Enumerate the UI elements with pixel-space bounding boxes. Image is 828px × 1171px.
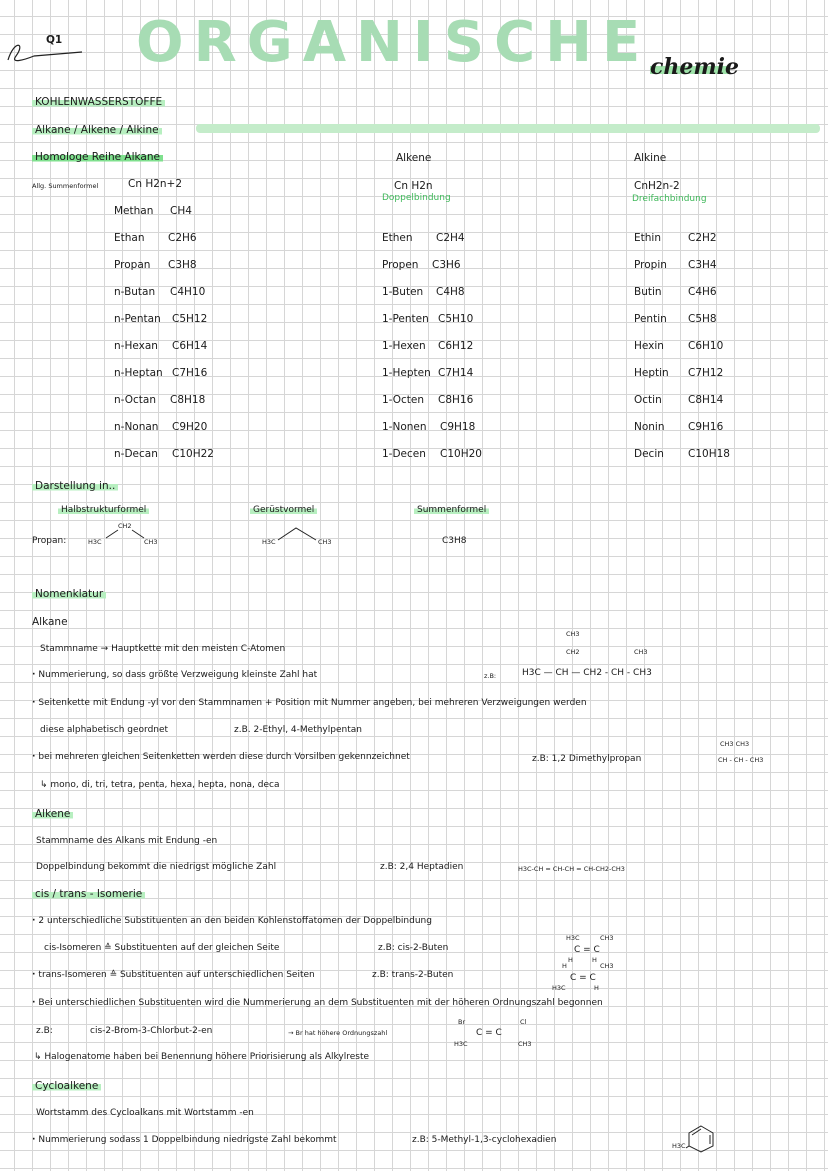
label-propan: Propan: — [32, 536, 67, 546]
alkene-name-4: 1-Hexen — [382, 340, 426, 352]
text-wortstamm: Wortstamm des Cycloalkans mit Wortstamm -en — [36, 1108, 254, 1118]
alkene-formula-3: C5H10 — [438, 313, 474, 325]
cyclohexadiene-icon — [686, 1124, 716, 1154]
subheading-alkene: Alkene — [32, 808, 73, 820]
alkine-name-1: Propin — [634, 259, 667, 271]
text-doppelbindung-zahl: Doppelbindung bekommt die niedrigst mögliche Zahl — [36, 862, 277, 872]
struct1-top1: CH3 — [566, 630, 580, 638]
alkane-formula-7: C8H18 — [170, 394, 206, 406]
alkine-name-6: Octin — [634, 394, 662, 406]
trans-h-right: H — [594, 984, 599, 992]
alkane-name-0: Methan — [114, 205, 154, 217]
alkine-name-0: Ethin — [634, 232, 661, 244]
text-praefixe: ↳ mono, di, tri, tetra, penta, hexa, hepta, nona, deca — [40, 780, 280, 790]
heading-darstellung: Darstellung in.. — [32, 480, 118, 492]
alkane-formula-3: C4H10 — [170, 286, 206, 298]
zb-trans-buten: z.B: trans-2-Buten — [372, 970, 454, 980]
alkine-name-7: Nonin — [634, 421, 665, 433]
subheading-cycloalkene: Cycloalkene — [32, 1080, 101, 1092]
halb-ch3: CH3 — [144, 538, 158, 546]
label-dreifachbindung: Dreifachbindung — [632, 194, 707, 204]
scribble-icon — [4, 30, 84, 70]
alkene-name-3: 1-Penten — [382, 313, 429, 325]
alkane-name-3: n-Butan — [114, 286, 156, 298]
zb-alphabetisch: z.B. 2-Ethyl, 4-Methylpentan — [234, 725, 362, 735]
alkine-formula-6: C8H14 — [688, 394, 724, 406]
alkine-formula-2: C4H6 — [688, 286, 717, 298]
heading-homologe-reihe: Homologe Reihe Alkane — [32, 151, 163, 163]
brom-cl: Cl — [520, 1018, 527, 1026]
alkane-formula-4: C5H12 — [172, 313, 208, 325]
label-halbstrukturformel: Halbstrukturformel — [58, 505, 149, 515]
alkene-name-6: 1-Octen — [382, 394, 425, 406]
alkene-name-1: Propen — [382, 259, 419, 271]
text-trans-isomeren: · trans-Isomeren ≙ Substituenten auf unterschiedlichen Seiten — [32, 970, 315, 980]
alkine-name-2: Butin — [634, 286, 662, 298]
alkine-formula-8: C10H18 — [688, 448, 730, 460]
alkane-name-2: Propan — [114, 259, 151, 271]
text-stammname-alkene: Stammname des Alkans mit Endung -en — [36, 836, 218, 846]
alkene-formula-1: C3H6 — [432, 259, 461, 271]
heading-kohlenwasserstoffe: KOHLENWASSERSTOFFE — [32, 96, 165, 108]
trans-h3c-left: H3C — [552, 984, 566, 992]
text-cyclo-nummerierung: · Nummerierung sodass 1 Doppelbindung niedrigste Zahl bekommt — [32, 1135, 337, 1145]
subheading-cis-trans: cis / trans - Isomerie — [32, 888, 145, 900]
alkene-formula-4: C6H12 — [438, 340, 474, 352]
struct1-top2: CH2 — [566, 648, 580, 656]
trans-h-left: H — [562, 962, 567, 970]
alkane-name-7: n-Octan — [114, 394, 156, 406]
alkane-formula-9: C10H22 — [172, 448, 214, 460]
text-brom-chlorbut: cis-2-Brom-3-Chlorbut-2-en — [90, 1026, 213, 1036]
text-halogenatome: ↳ Halogenatome haben bei Benennung höhere Priorisierung als Alkylreste — [34, 1052, 370, 1062]
alkine-name-4: Hexin — [634, 340, 664, 352]
alkane-name-5: n-Hexan — [114, 340, 158, 352]
label-summenformel: Summenformel — [414, 505, 489, 515]
text-substituenten: · 2 unterschiedliche Substituenten an den beiden Kohlenstoffatomen der Doppelbindung — [32, 916, 432, 926]
cyclo-h3c: H3C — [672, 1142, 686, 1150]
alkine-formula-0: C2H2 — [688, 232, 717, 244]
alkane-name-9: n-Decan — [114, 448, 158, 460]
label-geruestformel: Gerüstvormel — [250, 505, 317, 515]
alkane-name-8: n-Nonan — [114, 421, 159, 433]
formula-alkene: Cn H2n — [394, 180, 433, 192]
page-label: Q1 — [46, 34, 63, 46]
zb-vorsilben: z.B: 1,2 Dimethylpropan — [532, 754, 642, 764]
heading-alkine-column: Alkine — [634, 152, 667, 164]
alkine-formula-5: C7H12 — [688, 367, 724, 379]
text-ordnungszahl: · Bei unterschiedlichen Substituenten wird die Nummerierung an dem Substituenten mit der höheren Ordnungszahl begonnen — [32, 998, 603, 1008]
alkine-formula-4: C6H10 — [688, 340, 724, 352]
text-nummerierung: · Nummerierung, so dass größte Verzweigung kleinste Zahl hat — [32, 670, 317, 680]
alkane-formula-6: C7H16 — [172, 367, 208, 379]
text-vorsilben: · bei mehreren gleichen Seitenketten werden diese durch Vorsilben gekennzeichnet — [32, 752, 410, 762]
cis-h-left: H — [568, 956, 573, 964]
alkane-formula-0: CH4 — [170, 205, 192, 217]
alkene-formula-0: C2H4 — [436, 232, 465, 244]
alkene-name-0: Ethen — [382, 232, 413, 244]
alkene-name-7: 1-Nonen — [382, 421, 427, 433]
alkine-name-3: Pentin — [634, 313, 667, 325]
struct1-top3: CH3 — [634, 648, 648, 656]
heading-bar — [196, 124, 820, 133]
alkene-formula-7: C9H18 — [440, 421, 476, 433]
label-allg-summenformel: Allg. Summenformel — [32, 182, 99, 190]
struct2-top: CH3 CH3 — [720, 740, 750, 748]
alkane-name-6: n-Heptan — [114, 367, 163, 379]
text-cis-isomeren: cis-Isomeren ≙ Substituenten auf der gleichen Seite — [44, 943, 280, 953]
heading-nomenklatur: Nomenklatur — [32, 588, 106, 600]
alkene-formula-6: C8H16 — [438, 394, 474, 406]
alkane-name-4: n-Pentan — [114, 313, 161, 325]
alkane-formula-1: C2H6 — [168, 232, 197, 244]
formula-alkane: Cn H2n+2 — [128, 178, 183, 190]
alkine-formula-3: C5H8 — [688, 313, 717, 325]
alkene-name-8: 1-Decen — [382, 448, 426, 460]
heading-alkene-column: Alkene — [396, 152, 432, 164]
geruest-skeleton-icon — [276, 526, 320, 544]
subheading-alkane: Alkane — [32, 616, 68, 628]
zb-cis-buten: z.B: cis-2-Buten — [378, 943, 449, 953]
heading-alkane-alkene-alkine: Alkane / Alkene / Alkine — [32, 124, 162, 136]
alkene-formula-5: C7H14 — [438, 367, 474, 379]
alkene-name-5: 1-Hepten — [382, 367, 431, 379]
cis-double-bond: C = C — [574, 945, 600, 955]
note-ordnungszahl: → Br hat höhere Ordnungszahl — [288, 1029, 388, 1037]
brom-h3c: H3C — [454, 1040, 468, 1048]
trans-ch3-right: CH3 — [600, 962, 614, 970]
alkine-name-5: Heptin — [634, 367, 669, 379]
alkane-name-1: Ethan — [114, 232, 145, 244]
trans-double-bond: C = C — [570, 973, 596, 983]
text-seitenkette: · Seitenkette mit Endung -yl vor den Stammnamen + Position mit Nummer angeben, bei mehreren Verzweigungen werden — [32, 698, 587, 708]
zb-brom: z.B: — [36, 1026, 53, 1036]
brom-br: Br — [458, 1018, 466, 1026]
alkine-formula-7: C9H16 — [688, 421, 724, 433]
zb-cyclohexadien: z.B: 5-Methyl-1,3-cyclohexadien — [412, 1135, 557, 1145]
zb-nummerierung: z.B: — [484, 672, 497, 680]
struct2-main: CH - CH - CH3 — [718, 756, 764, 764]
halb-h3c: H3C — [88, 538, 102, 546]
text-alphabetisch: diese alphabetisch geordnet — [40, 725, 169, 735]
alkane-formula-5: C6H14 — [172, 340, 208, 352]
struct-heptadien: H3C-CH = CH-CH = CH-CH2-CH3 — [518, 865, 625, 873]
alkane-formula-2: C3H8 — [168, 259, 197, 271]
cis-h3c-left: H3C — [566, 934, 580, 942]
zb-heptadien: z.B: 2,4 Heptadien — [380, 862, 464, 872]
alkene-name-2: 1-Buten — [382, 286, 424, 298]
brom-ch3: CH3 — [518, 1040, 532, 1048]
text-stammname: Stammname → Hauptkette mit den meisten C-Atomen — [40, 644, 286, 654]
cis-ch3-right: CH3 — [600, 934, 614, 942]
halb-ch2: CH2 — [118, 522, 132, 530]
page-subtitle: chemie — [650, 54, 740, 80]
cis-h-right: H — [592, 956, 597, 964]
geruest-ch3: CH3 — [318, 538, 332, 546]
alkine-formula-1: C3H4 — [688, 259, 717, 271]
brom-double-bond: C = C — [476, 1028, 502, 1038]
alkene-formula-8: C10H20 — [440, 448, 482, 460]
alkene-formula-2: C4H8 — [436, 286, 465, 298]
label-doppelbindung: Doppelbindung — [382, 193, 451, 203]
struct1-main: H3C — CH — CH2 - CH - CH3 — [522, 668, 652, 678]
geruest-h3c: H3C — [262, 538, 276, 546]
alkine-name-8: Decin — [634, 448, 664, 460]
formula-alkine: CnH2n-2 — [634, 180, 680, 192]
alkane-formula-8: C9H20 — [172, 421, 208, 433]
page-title: ORGANISCHE — [136, 10, 651, 75]
summen-c3h8: C3H8 — [442, 536, 467, 546]
halbstruktur-bonds-icon — [100, 526, 150, 542]
